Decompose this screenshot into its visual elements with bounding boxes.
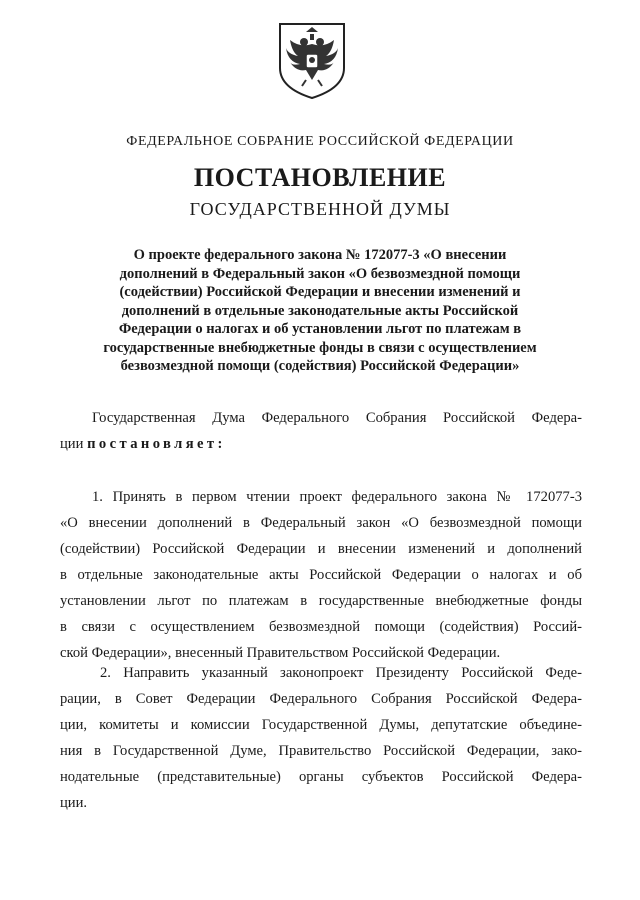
item-line: ции. [60, 795, 88, 811]
item-line: 2. Направить указанный законопроект Президенту Российской Феде- [100, 665, 582, 681]
heading-line: дополнений в Федеральный закон «О безвозмездной помощи [119, 265, 521, 282]
item-2-paragraph [60, 660, 582, 816]
russian-coat-of-arms-icon [270, 18, 354, 102]
resolution-heading [60, 246, 580, 376]
organization-name: ФЕДЕРАЛЬНОЕ СОБРАНИЕ РОССИЙСКОЙ ФЕДЕРАЦИИ [126, 134, 514, 149]
item-line: ской Федерации», внесенный Правительством Российской Федерации. [60, 645, 501, 661]
heading-line: дополнений в отдельные законодательные акты Российской [121, 302, 519, 319]
item-line: (содействии) Российской Федерации и внесении изменений и дополнений [60, 541, 582, 557]
item-line: «О внесении дополнений в Федеральный закон «О безвозмездной помощи [60, 515, 582, 531]
item-1-paragraph [60, 484, 582, 666]
heading-line: О проекте федерального закона № 172077-3 «О внесении [133, 247, 507, 263]
heading-line: (содействии) Российской Федерации и внесении изменений и [119, 284, 521, 300]
preamble-paragraph [60, 405, 582, 457]
heading-line: Федерации о налогах и об установлении льгот по платежам в [118, 321, 522, 337]
preamble-line: Государственная Дума Федерального Собрания Российской Федера- [92, 410, 582, 426]
item-line: 1. Принять в первом чтении проект федерального закона № 172077-3 [92, 489, 582, 505]
preamble-line [60, 431, 582, 457]
heading-line: государственные внебюджетные фонды в связи с осуществлением [103, 339, 537, 356]
item-line: нодательные (представительные) органы субъектов Российской Федера- [60, 769, 582, 785]
document-title: ПОСТАНОВЛЕНИЕ [193, 163, 447, 192]
item-line: ции, комитеты и комиссии Государственной Думы, депутатские объедине- [60, 717, 582, 733]
item-line: установлении льгот по платежам в государственные внебюджетные фонды [60, 593, 582, 609]
item-line: ния в Государственной Думе, Правительство Российской Федерации, зако- [60, 743, 582, 759]
preamble-prefix: ции [60, 436, 84, 452]
item-line: в связи с осуществлением безвозмездной помощи (содействия) Россий- [60, 619, 582, 635]
item-line: рации, в Совет Федерации Федерального Собрания Российской Федера- [60, 691, 582, 707]
item-line: в отдельные законодательные акты Российской Федерации о налогах и об [60, 567, 582, 583]
heading-line: безвозмездной помощи (содействия) Российской Федерации» [120, 358, 520, 374]
document-subtitle: ГОСУДАРСТВЕННОЙ ДУМЫ [189, 199, 451, 219]
decree-keyword: постановляет: [87, 436, 226, 452]
